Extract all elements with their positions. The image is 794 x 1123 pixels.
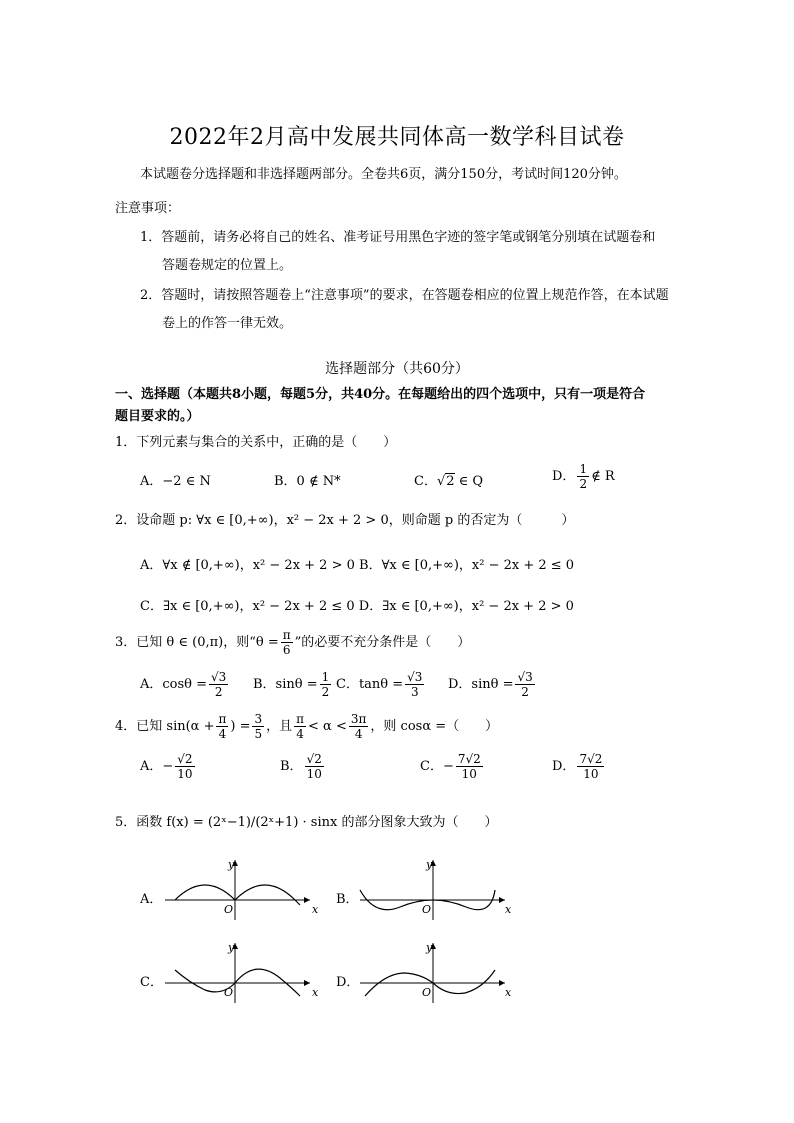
q5-label-a: A． xyxy=(140,892,163,907)
q4-d-den: 10 xyxy=(583,767,599,781)
graph-c xyxy=(160,938,320,1008)
q3-stem-post: ”的必要不充分条件是（ ） xyxy=(294,635,471,650)
notice-heading: 注意事项： xyxy=(115,201,181,216)
q1-option-c-label: C． xyxy=(414,474,437,489)
q2-options-ab: A．∀x ∉ [0,+∞)，x² − 2x + 2 > 0 B．∀x ∈ [0,+∞)，x² − 2x + 2 ≤ 0 xyxy=(140,558,575,573)
q4-a-num: √2 xyxy=(177,752,193,766)
q4-threepi: 3π xyxy=(350,712,367,726)
q3-a-den: 2 xyxy=(214,685,223,699)
q4-four: 4 xyxy=(218,727,227,741)
q1-option-d xyxy=(552,462,615,491)
q3-c-pre: C．tanθ = xyxy=(336,677,404,692)
q3-d-den: 2 xyxy=(521,685,529,699)
q4-stem xyxy=(115,712,498,741)
q5-label-c: C． xyxy=(140,975,163,990)
graph-d xyxy=(355,938,515,1008)
graph-d-y: y xyxy=(426,941,433,954)
graph-d-origin: O xyxy=(422,986,432,999)
graph-c-y: y xyxy=(228,941,235,954)
q3-stem-den: 6 xyxy=(282,643,291,657)
q1-option-d-rest: ∉ R xyxy=(591,469,615,484)
q4-option-a xyxy=(140,752,197,781)
q5-label-d: D． xyxy=(336,975,360,990)
q3-a-num: √3 xyxy=(211,670,227,684)
q4-stem-eq: ) = xyxy=(230,719,251,734)
q1-option-c: C．√2 ∈ Q xyxy=(414,474,484,489)
q4-pi: π xyxy=(218,712,227,726)
q1-option-b: B．0 ∉ N* xyxy=(274,474,341,489)
q3-option-d xyxy=(448,670,537,699)
graph-b-origin: O xyxy=(422,903,432,916)
q5-label-b: B． xyxy=(336,892,359,907)
notice-1-line2: 答题卷规定的位置上。 xyxy=(162,258,293,273)
q4-four-2: 4 xyxy=(296,727,304,741)
q4-stem-mid: ，且 xyxy=(266,719,293,734)
q3-c-num: √3 xyxy=(407,670,423,684)
q3-option-b xyxy=(253,670,333,699)
q4-d-num: 7√2 xyxy=(579,752,603,766)
intro-text: 本试题卷分选择题和非选择题两部分。全卷共6页，满分150分，考试时间120分钟。 xyxy=(140,167,627,182)
q3-stem-pre: 3．已知 θ ∈ (0,π)，则“θ = xyxy=(115,635,279,650)
graph-c-origin: O xyxy=(224,986,234,999)
q4-c-num: 7√2 xyxy=(457,752,481,766)
q4-stem-post: ，则 cosα =（ ） xyxy=(370,719,499,734)
q4-option-b xyxy=(280,752,326,781)
q3-option-c xyxy=(336,670,426,699)
graph-c-x: x xyxy=(312,986,319,999)
q3-stem-num: π xyxy=(282,628,291,642)
q3-stem xyxy=(115,628,470,657)
q4-stem-pre: 4．已知 sin(α + xyxy=(115,719,215,734)
q1-option-d-label: D． xyxy=(552,469,576,484)
part1-heading-line2: 题目要求的。） xyxy=(115,409,200,424)
q2-options-cd: C．∃x ∈ [0,+∞)，x² − 2x + 2 ≤ 0 D．∃x ∈ [0,+∞)，x² − 2x + 2 > 0 xyxy=(140,599,574,614)
q4-pi-2: π xyxy=(296,712,305,726)
q4-option-c xyxy=(420,752,485,781)
q4-a-pre: A．− xyxy=(140,759,174,774)
graph-d-x: x xyxy=(505,986,512,999)
q1-option-a: A．−2 ∈ N xyxy=(140,474,211,489)
q4-five: 5 xyxy=(254,727,263,741)
q3-option-a xyxy=(140,670,230,699)
notice-2-line2: 卷上的作答一律无效。 xyxy=(162,316,293,331)
q4-lt: < α < xyxy=(308,719,347,734)
q4-b-den: 10 xyxy=(306,767,322,781)
q4-four-3: 4 xyxy=(354,727,363,741)
q3-b-den: 2 xyxy=(321,685,330,699)
q3-b-num: 1 xyxy=(321,670,330,684)
graph-b-x: x xyxy=(505,903,512,916)
q4-c-pre: C．− xyxy=(420,759,454,774)
section-title: 选择题部分（共60分） xyxy=(325,361,469,377)
graph-a-origin: O xyxy=(224,903,234,916)
q1-stem: 1．下列元素与集合的关系中，正确的是（ ） xyxy=(115,435,397,450)
notice-1-line1: 1．答题前，请务必将自己的姓名、准考证号用黑色字迹的签字笔或钢笔分别填在试题卷和 xyxy=(140,230,656,245)
q1-d-den: 2 xyxy=(579,477,588,491)
q4-three: 3 xyxy=(254,712,263,726)
page-title: 2022年2月高中发展共同体高一数学科目试卷 xyxy=(169,125,625,150)
q4-b-pre: B． xyxy=(280,759,303,774)
q4-c-den: 10 xyxy=(461,767,477,781)
notice-2-line1: 2．答题时，请按照答题卷上“注意事项”的要求，在答题卷相应的位置上规范作答，在本试题 xyxy=(140,288,669,303)
graph-b-y: y xyxy=(426,858,433,871)
graph-a xyxy=(160,855,320,925)
graph-a-y: y xyxy=(228,858,235,871)
q3-a-pre: A．cosθ = xyxy=(140,677,208,692)
q1-option-c-radicand: 2 xyxy=(446,474,455,489)
graph-b xyxy=(355,855,515,925)
q1-d-num: 1 xyxy=(579,462,588,476)
graph-a-x: x xyxy=(312,903,319,916)
q2-stem: 2．设命题 p: ∀x ∈ [0,+∞)，x² − 2x + 2 > 0，则命题 p 的否定为（ ） xyxy=(115,513,575,528)
q3-c-den: 3 xyxy=(410,685,419,699)
q3-b-pre: B．sinθ = xyxy=(253,677,318,692)
q4-a-den: 10 xyxy=(177,767,193,781)
q4-option-d xyxy=(552,752,606,781)
q4-b-num: √2 xyxy=(306,752,322,766)
q5-stem: 5．函数 f(x) = (2ˣ−1)/(2ˣ+1) · sinx 的部分图象大致为（ ） xyxy=(115,815,498,830)
q4-d-pre: D． xyxy=(552,759,576,774)
q3-d-num: √3 xyxy=(517,670,533,684)
q1-option-c-rest: ∈ Q xyxy=(454,474,484,489)
q3-d-pre: D．sinθ = xyxy=(448,677,514,692)
part1-heading-line1: 一、选择题（本题共8小题，每题5分，共40分。在每题给出的四个选项中，只有一项是符合 xyxy=(115,387,646,402)
